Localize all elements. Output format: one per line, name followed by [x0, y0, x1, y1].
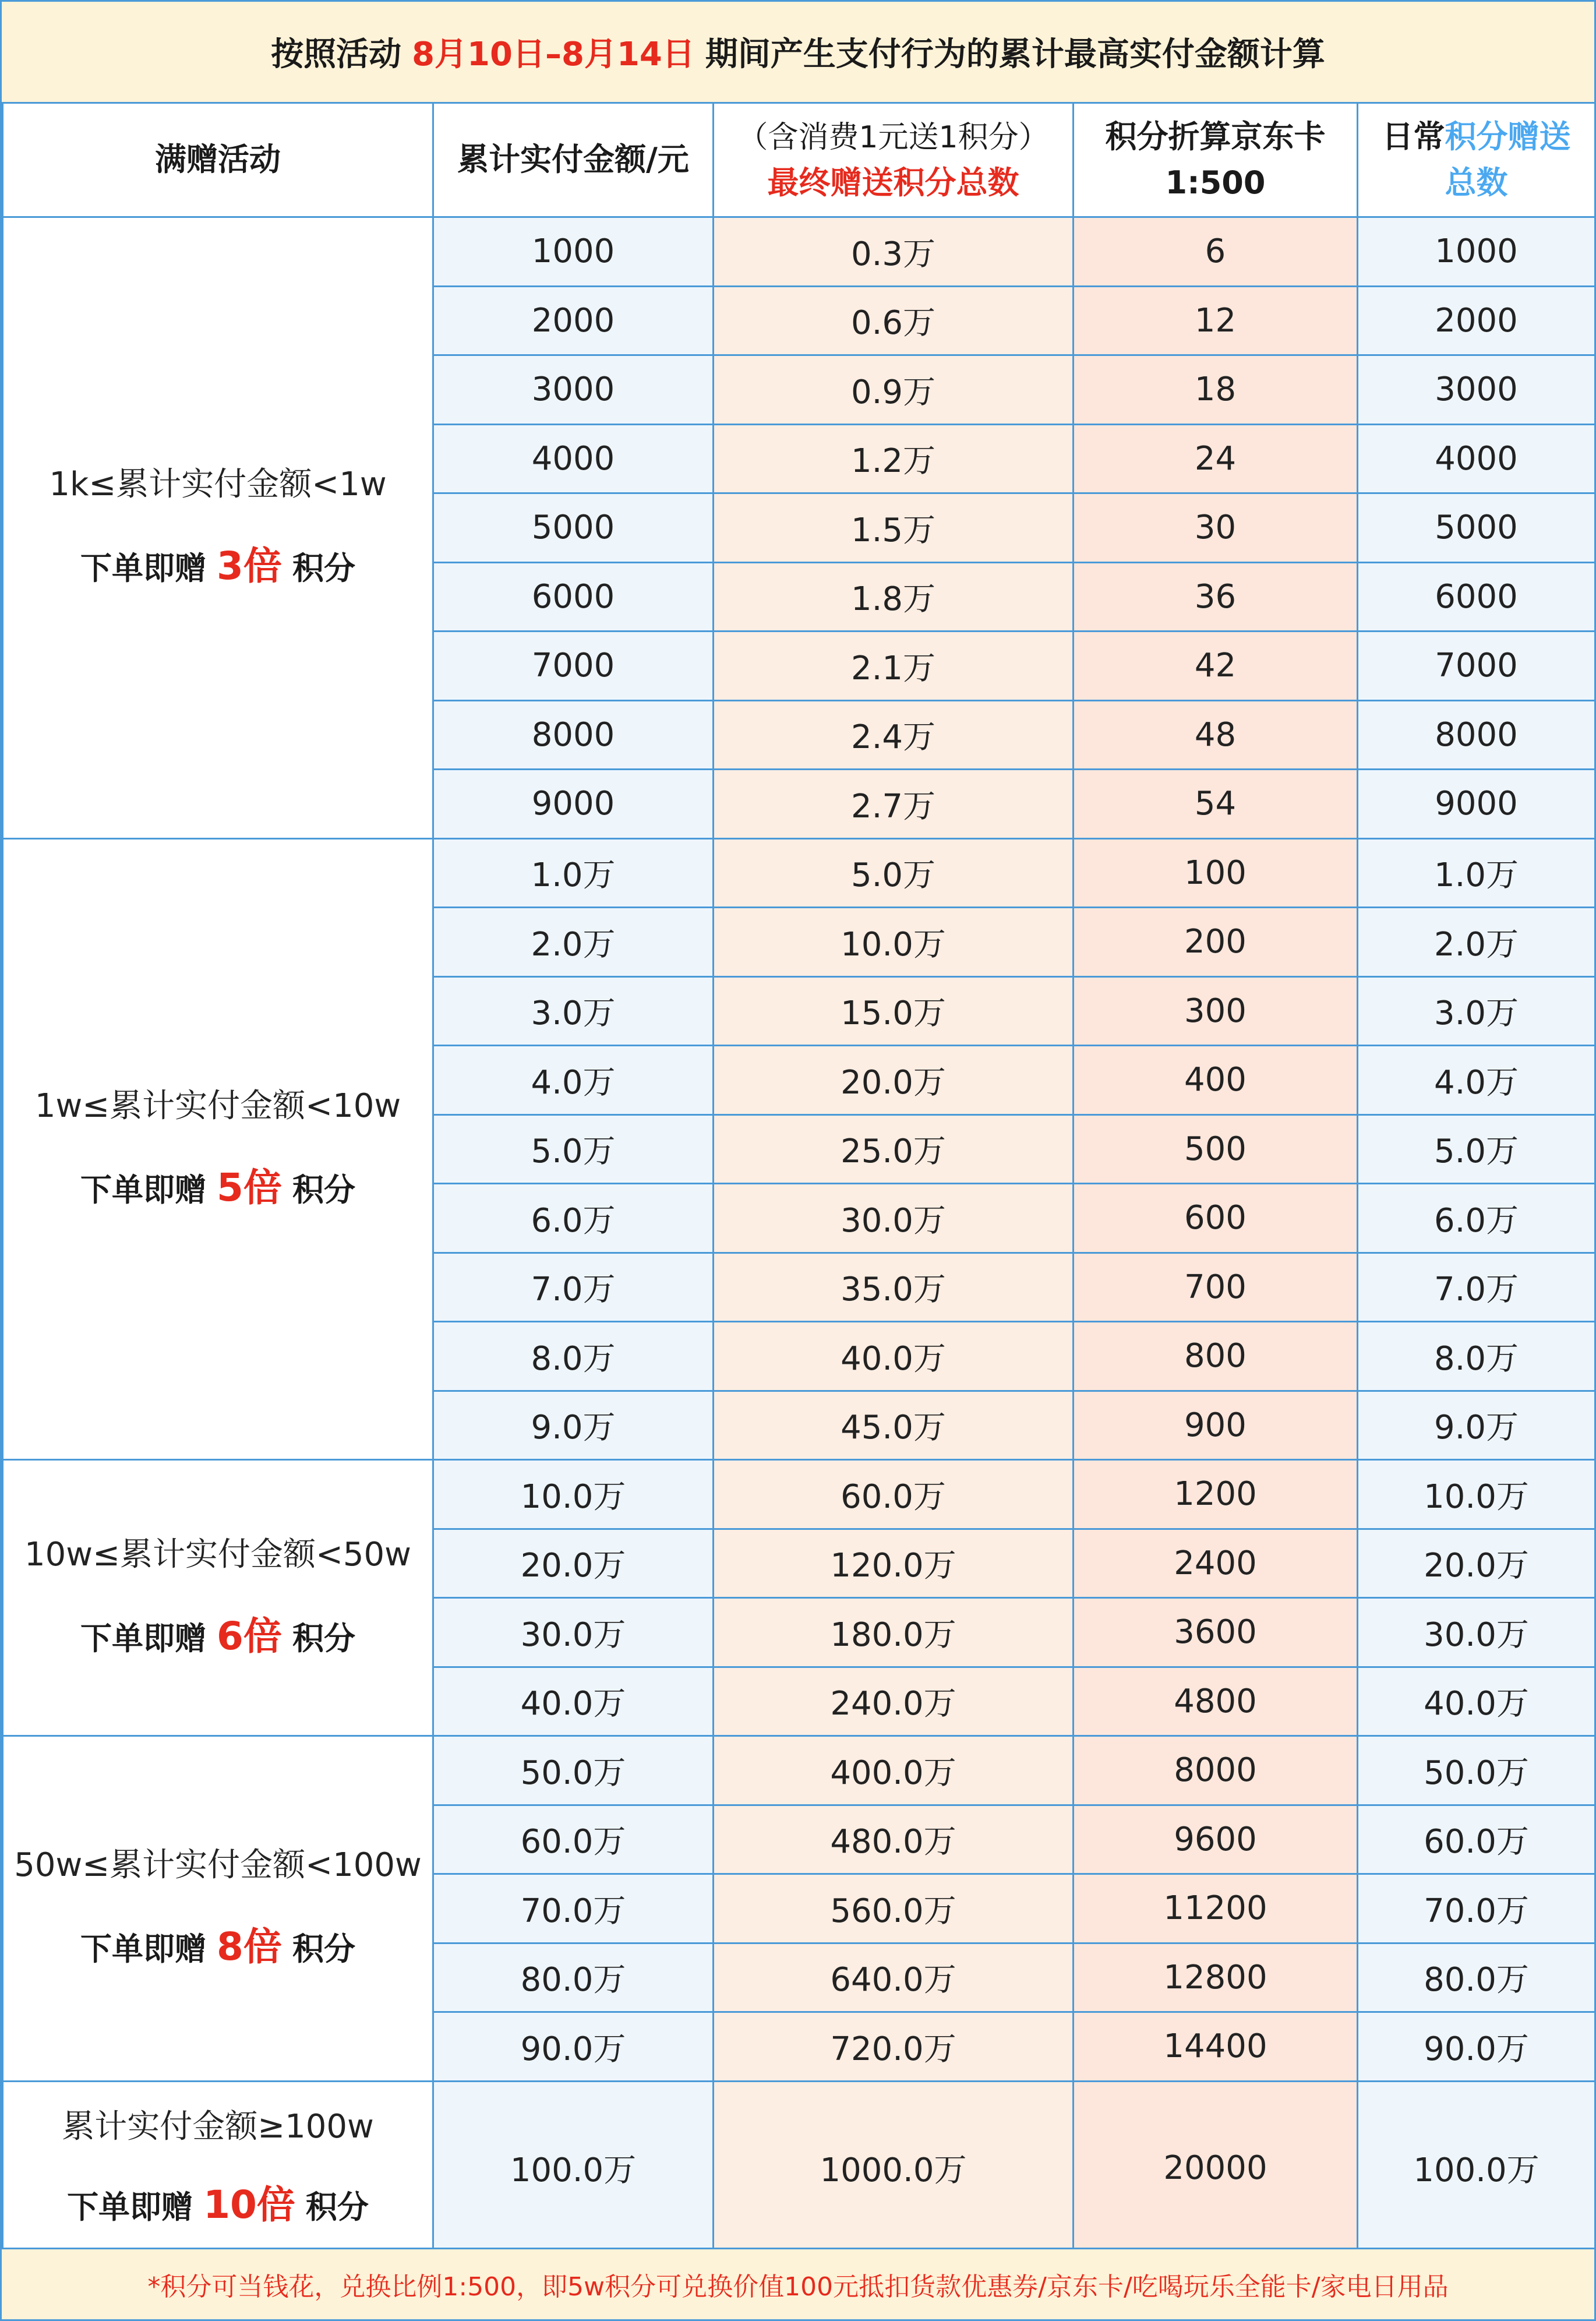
amount-cell: 9000	[433, 770, 714, 839]
final-points-cell: 180.0万	[714, 1598, 1074, 1667]
tier-multiplier: 10倍	[203, 2182, 295, 2227]
final-points-cell: 60.0万	[714, 1460, 1074, 1529]
amount-cell: 3000	[433, 355, 714, 425]
tier-bonus-suffix: 积分	[292, 1620, 355, 1657]
final-points-cell: 30.0万	[714, 1184, 1074, 1253]
tier-range: 1k≤累计实付金额<1w	[49, 465, 387, 504]
amount-cell: 60.0万	[433, 1805, 714, 1874]
table-row	[3, 2081, 1595, 2255]
final-points-cell: 40.0万	[714, 1322, 1074, 1391]
jd-card-cell: 11200	[1074, 1874, 1358, 1943]
final-points-cell: 2.7万	[714, 770, 1074, 839]
jd-card-cell: 6	[1074, 217, 1358, 287]
jd-card-cell: 2400	[1074, 1529, 1358, 1598]
title-bar	[2, 2, 1594, 102]
jd-card-cell: 4800	[1074, 1667, 1358, 1736]
tier-bonus	[3, 1163, 432, 1213]
final-points-cell: 560.0万	[714, 1874, 1074, 1943]
tier-bonus-prefix: 下单即赠	[80, 1171, 207, 1208]
amount-cell: 50.0万	[433, 1736, 714, 1805]
tier-cell	[3, 2081, 433, 2255]
daily-points-cell: 4000	[1358, 424, 1595, 493]
tier-multiplier: 5倍	[217, 1165, 282, 1210]
tier-bonus	[3, 2180, 432, 2230]
final-points-cell: 640.0万	[714, 1943, 1074, 2012]
final-points-cell: 2.4万	[714, 700, 1074, 770]
amount-cell: 30.0万	[433, 1598, 714, 1667]
daily-points-cell: 8000	[1358, 700, 1595, 770]
amount-cell: 80.0万	[433, 1943, 714, 2012]
header-final-points-note: （含消费1元送1积分）	[737, 120, 1049, 156]
jd-card-cell: 30	[1074, 493, 1358, 563]
final-points-cell: 1.2万	[714, 424, 1074, 493]
daily-points-cell: 30.0万	[1358, 1598, 1595, 1667]
amount-cell: 5000	[433, 493, 714, 563]
jd-card-cell: 24	[1074, 424, 1358, 493]
amount-cell: 90.0万	[433, 2012, 714, 2082]
daily-points-cell: 8.0万	[1358, 1322, 1595, 1391]
tier-range: 1w≤累计实付金额<10w	[34, 1087, 401, 1125]
jd-card-cell: 300	[1074, 976, 1358, 1046]
amount-cell: 1000	[433, 217, 714, 287]
title-prefix: 按照活动	[271, 36, 402, 73]
daily-points-cell: 3.0万	[1358, 976, 1595, 1046]
title-suffix: 期间产生支付行为的累计最高实付金额计算	[705, 36, 1325, 73]
tier-cell	[3, 1460, 433, 1736]
daily-points-cell: 5.0万	[1358, 1114, 1595, 1184]
points-table	[2, 102, 1596, 2256]
tier-bonus-suffix: 积分	[305, 2188, 369, 2225]
daily-points-cell: 50.0万	[1358, 1736, 1595, 1805]
jd-card-cell: 500	[1074, 1114, 1358, 1184]
daily-points-cell: 3000	[1358, 355, 1595, 425]
amount-cell: 10.0万	[433, 1460, 714, 1529]
amount-cell: 2000	[433, 286, 714, 355]
final-points-cell: 1.5万	[714, 493, 1074, 563]
tier-bonus-prefix: 下单即赠	[80, 1620, 207, 1657]
daily-points-cell: 90.0万	[1358, 2012, 1595, 2082]
header-activity: 满赠活动	[3, 103, 433, 217]
tier-range: 累计实付金额≥100w	[62, 2107, 374, 2146]
jd-card-cell: 20000	[1074, 2081, 1358, 2255]
tier-range: 50w≤累计实付金额<100w	[14, 1846, 422, 1885]
jd-card-cell: 200	[1074, 908, 1358, 977]
tier-bonus	[3, 1611, 432, 1662]
final-points-cell: 0.3万	[714, 217, 1074, 287]
daily-points-cell: 1.0万	[1358, 838, 1595, 908]
header-daily-points: 日常积分赠送 总数	[1358, 103, 1595, 217]
amount-cell: 6.0万	[433, 1184, 714, 1253]
amount-cell: 8000	[433, 700, 714, 770]
jd-card-cell: 54	[1074, 770, 1358, 839]
amount-cell: 6000	[433, 562, 714, 632]
final-points-cell: 5.0万	[714, 838, 1074, 908]
tier-bonus	[3, 1922, 432, 1972]
jd-card-cell: 700	[1074, 1253, 1358, 1322]
amount-cell: 8.0万	[433, 1322, 714, 1391]
daily-points-cell: 5000	[1358, 493, 1595, 563]
daily-points-cell: 6.0万	[1358, 1184, 1595, 1253]
amount-cell: 4000	[433, 424, 714, 493]
amount-cell: 100.0万	[433, 2081, 714, 2255]
jd-card-cell: 42	[1074, 632, 1358, 701]
jd-card-cell: 600	[1074, 1184, 1358, 1253]
table-row	[3, 217, 1595, 287]
final-points-cell: 0.9万	[714, 355, 1074, 425]
amount-cell: 7000	[433, 632, 714, 701]
header-amount: 累计实付金额/元	[433, 103, 714, 217]
daily-points-cell: 6000	[1358, 562, 1595, 632]
daily-points-cell: 1000	[1358, 217, 1595, 287]
daily-points-cell: 100.0万	[1358, 2081, 1595, 2255]
daily-points-cell: 70.0万	[1358, 1874, 1595, 1943]
daily-points-cell: 7.0万	[1358, 1253, 1595, 1322]
daily-points-cell: 9000	[1358, 770, 1595, 839]
jd-card-cell: 14400	[1074, 2012, 1358, 2082]
table-header-row	[3, 103, 1595, 217]
final-points-cell: 10.0万	[714, 908, 1074, 977]
jd-card-cell: 12800	[1074, 1943, 1358, 2012]
tier-bonus-suffix: 积分	[292, 550, 355, 587]
table-row	[3, 1736, 1595, 1805]
jd-card-cell: 900	[1074, 1391, 1358, 1460]
final-points-cell: 1.8万	[714, 562, 1074, 632]
tier-multiplier: 8倍	[217, 1924, 282, 1970]
final-points-cell: 120.0万	[714, 1529, 1074, 1598]
header-final-points-label: 最终赠送积分总数	[767, 164, 1019, 201]
final-points-cell: 25.0万	[714, 1114, 1074, 1184]
jd-card-cell: 36	[1074, 562, 1358, 632]
tier-bonus	[3, 541, 432, 591]
daily-points-cell: 20.0万	[1358, 1529, 1595, 1598]
tier-cell	[3, 217, 433, 839]
jd-card-cell: 8000	[1074, 1736, 1358, 1805]
jd-card-cell: 9600	[1074, 1805, 1358, 1874]
amount-cell: 2.0万	[433, 908, 714, 977]
amount-cell: 5.0万	[433, 1114, 714, 1184]
final-points-cell: 1000.0万	[714, 2081, 1074, 2255]
daily-points-cell: 60.0万	[1358, 1805, 1595, 1874]
jd-card-cell: 18	[1074, 355, 1358, 425]
table-row	[3, 838, 1595, 908]
daily-points-cell: 2000	[1358, 286, 1595, 355]
tier-cell	[3, 838, 433, 1460]
tier-multiplier: 6倍	[217, 1614, 282, 1659]
amount-cell: 20.0万	[433, 1529, 714, 1598]
jd-card-cell: 800	[1074, 1322, 1358, 1391]
amount-cell: 4.0万	[433, 1046, 714, 1115]
amount-cell: 3.0万	[433, 976, 714, 1046]
final-points-cell: 240.0万	[714, 1667, 1074, 1736]
amount-cell: 70.0万	[433, 1874, 714, 1943]
amount-cell: 1.0万	[433, 838, 714, 908]
amount-cell: 40.0万	[433, 1667, 714, 1736]
tier-bonus-prefix: 下单即赠	[80, 1931, 207, 1968]
jd-card-cell: 48	[1074, 700, 1358, 770]
daily-points-cell: 40.0万	[1358, 1667, 1595, 1736]
jd-card-cell: 400	[1074, 1046, 1358, 1115]
final-points-cell: 400.0万	[714, 1736, 1074, 1805]
final-points-cell: 20.0万	[714, 1046, 1074, 1115]
jd-card-cell: 100	[1074, 838, 1358, 908]
amount-cell: 7.0万	[433, 1253, 714, 1322]
final-points-cell: 45.0万	[714, 1391, 1074, 1460]
final-points-cell: 35.0万	[714, 1253, 1074, 1322]
daily-points-cell: 2.0万	[1358, 908, 1595, 977]
table-row	[3, 1460, 1595, 1529]
daily-points-cell: 80.0万	[1358, 1943, 1595, 2012]
tier-bonus-prefix: 下单即赠	[67, 2188, 193, 2225]
final-points-cell: 480.0万	[714, 1805, 1074, 1874]
footer-note: *积分可当钱花，兑换比例1:500，即5w积分可兑换价值100元抵扣货款优惠券/京东卡/吃喝玩乐全能卡/家电日用品	[2, 2248, 1594, 2319]
tier-range: 10w≤累计实付金额<50w	[24, 1536, 411, 1574]
tier-multiplier: 3倍	[217, 544, 282, 589]
amount-cell: 9.0万	[433, 1391, 714, 1460]
header-jd-card: 积分折算京东卡 1:500	[1074, 103, 1358, 217]
tier-bonus-suffix: 积分	[292, 1171, 355, 1208]
final-points-cell: 0.6万	[714, 286, 1074, 355]
daily-points-cell: 10.0万	[1358, 1460, 1595, 1529]
tier-cell	[3, 1736, 433, 2082]
final-points-cell: 15.0万	[714, 976, 1074, 1046]
tier-bonus-suffix: 积分	[292, 1931, 355, 1968]
daily-points-cell: 7000	[1358, 632, 1595, 701]
daily-points-cell: 9.0万	[1358, 1391, 1595, 1460]
table-body	[3, 217, 1595, 2255]
jd-card-cell: 1200	[1074, 1460, 1358, 1529]
tier-bonus-prefix: 下单即赠	[80, 550, 207, 587]
title-date-range: 8月10日–8月14日	[412, 36, 695, 73]
jd-card-cell: 3600	[1074, 1598, 1358, 1667]
jd-card-cell: 12	[1074, 286, 1358, 355]
header-final-points	[714, 103, 1074, 217]
daily-points-cell: 4.0万	[1358, 1046, 1595, 1115]
final-points-cell: 2.1万	[714, 632, 1074, 701]
final-points-cell: 720.0万	[714, 2012, 1074, 2082]
